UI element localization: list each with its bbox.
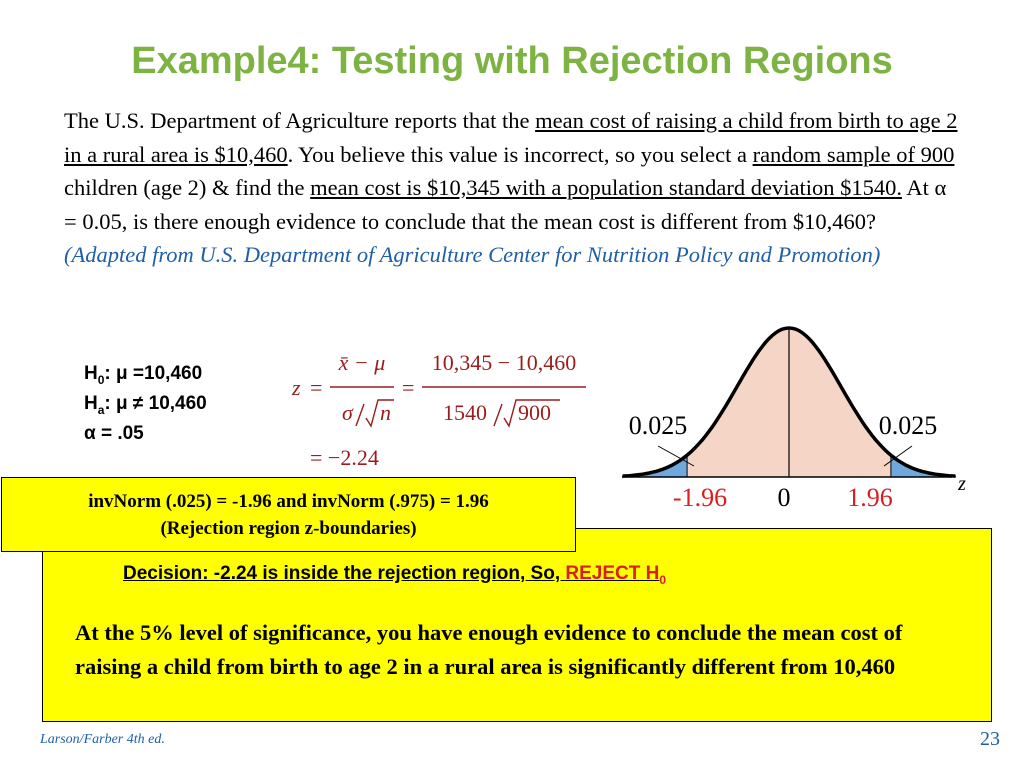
left-tail-area-label: 0.025	[628, 411, 688, 440]
reject-text: REJECT H	[565, 563, 660, 584]
reject-h0	[565, 563, 667, 587]
ha-subscript: a	[97, 402, 105, 417]
invnorm-line-2: (Rejection region z-boundaries)	[160, 518, 417, 539]
conclusion-text: At the 5% level of significance, you have enough evidence to conclude the mean cost of raising a child from birth to age 2 in a rural area is significantly different from 10,460	[75, 620, 903, 679]
formula-value-numerator: 10,345 − 10,460	[431, 350, 577, 375]
right-tail-area-label: 0.025	[878, 411, 938, 440]
formula-z: z	[292, 375, 301, 400]
problem-text-2: . You believe this value is incorrect, so you select a	[287, 141, 753, 167]
problem-source: (Adapted from U.S. Department of Agriculture Center for Nutrition Policy and Promotion)	[64, 242, 881, 267]
h0-letter: H	[84, 363, 98, 384]
problem-underline-2: random sample of 900	[752, 141, 955, 167]
z-formula	[290, 340, 610, 480]
slide-title: Example4: Testing with Rejection Regions	[131, 40, 893, 82]
problem-underline-3: mean cost is $10,345 with a population standard deviation $1540.	[310, 175, 902, 200]
right-critical-value: 1.96	[847, 483, 893, 512]
h0-subscript: 0	[97, 372, 105, 387]
decision-statement	[123, 562, 666, 592]
center-value: 0	[777, 483, 791, 512]
problem-text-1: The U.S. Department of Agriculture reports that the	[64, 108, 536, 133]
reject-subscript: 0	[659, 572, 667, 587]
footer-source: Larson/Farber 4th ed.	[40, 732, 165, 747]
decision-text: Decision: -2.24 is inside the rejection region, So,	[123, 563, 566, 584]
ha-letter: H	[84, 393, 98, 414]
page-number: 23	[980, 728, 1000, 750]
null-hypothesis	[84, 362, 202, 392]
formula-eq-1: =	[310, 375, 323, 400]
alpha-level: α = .05	[84, 423, 144, 444]
z-axis-label: z	[958, 473, 966, 495]
ha-statement: : μ ≠ 10,460	[104, 393, 207, 414]
formula-symbolic-numerator: x̄ − μ	[338, 350, 386, 375]
invnorm-line-1: invNorm (.025) = -1.96 and invNorm (.975) = 1.96	[88, 491, 489, 512]
formula-value-sigma: 1540	[443, 400, 487, 425]
formula-value-n: 900	[518, 400, 551, 425]
alternative-hypothesis	[84, 392, 207, 422]
h0-statement: : μ =10,460	[104, 363, 203, 384]
formula-sigma: σ	[342, 400, 353, 425]
formula-n: n	[380, 400, 391, 425]
formula-eq-2: =	[402, 375, 415, 400]
problem-text-4: At α = 0.05, is there enough evidence to conclude that the mean cost is different from $10,460?	[64, 175, 947, 234]
formula-result: = −2.24	[310, 445, 379, 470]
normal-curve-diagram	[612, 320, 972, 520]
problem-text-3: children (age 2) & find the	[64, 175, 311, 200]
left-critical-value: -1.96	[672, 483, 728, 512]
problem-underline-1: mean cost of raising a child from birth to age 2 in a rural area is $10,460	[64, 108, 958, 167]
invnorm-box	[1, 477, 576, 552]
problem-statement	[64, 104, 964, 272]
